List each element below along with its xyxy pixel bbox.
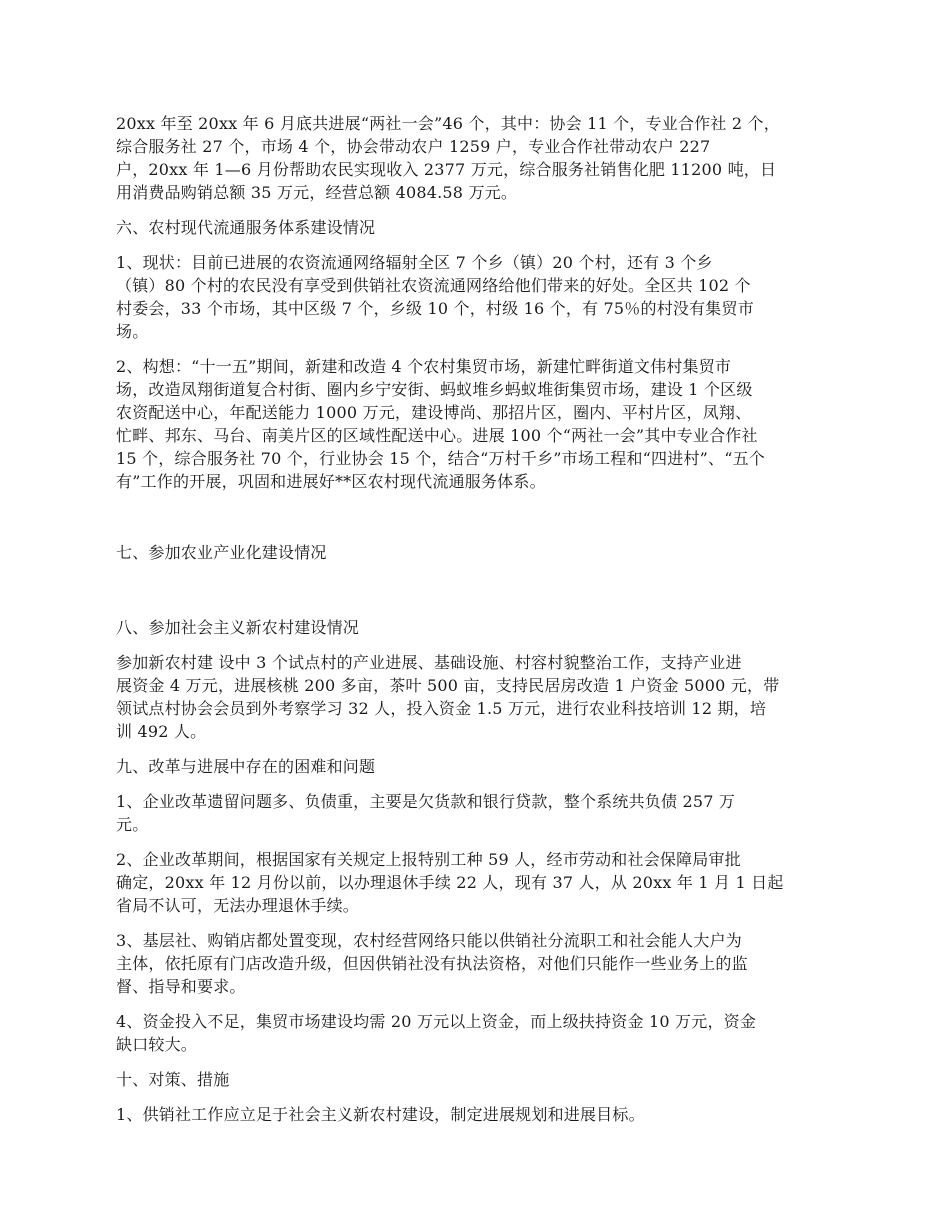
- spacer: [116, 576, 840, 616]
- paragraph-problem-3: 3、基层社、购销店都处置变现，农村经营网络只能以供销社分流职工和社会能人大户为 主体，依托原有门店改造升级，但因供销社没有执法资格，对他们只能作一些业务上的监 督、指导和要求。: [116, 931, 748, 996]
- paragraph-plan: 2、构想：“十一五”期间，新建和改造 4 个农村集贸市场，新建忙畔街道文伟村集贸市 场，改造凤翔街道复合村街、圈内乡宁安街、蚂蚁堆乡蚂蚁堆街集贸市场，建设 1 个区级 农资配送中心，年配送能力 1000 万元，建设博尚、那招片区，圈内、平村片区，凤翔、 忙畔、邦东、马台、南美片区的区域性配送中心。进展 100 个“两社一会”其中专业合作社 15 个，综合服务社 70 个，行业协会 15 个，结合“万村千乡”市场工程和“四进村”、“五个 有”工作的开展，巩固和进展好**区农村现代流通服务体系。: [116, 357, 766, 491]
- document-page: [116, 112, 840, 1138]
- paragraph-summary-stats: 20xx 年至 20xx 年 6 月底共进展“两社一会”46 个，其中：协会 11 个，专业合作社 2 个， 综合服务社 27 个，市场 4 个，协会带动农户 1259 户，专业合作社带动农户 227 户，20xx 年 1—6 月份帮助农民实现收入 2377 万元，综合服务社销售化肥 11200 吨，日 用消费品购销总额 35 万元，经营总额 4084.58 万元。: [116, 114, 780, 202]
- paragraph-current-status: 1、现状：目前已进展的农资流通网络辐射全区 7 个乡（镇）20 个村，还有 3 个乡 （镇）80 个村的农民没有享受到供销社农资流通网络给他们带来的好处。全区共 102 个 村委会，33 个市场，其中区级 7 个，乡级 10 个，村级 16 个，有 75％的村没有集贸市 场。: [116, 253, 754, 341]
- heading-section-10: 十、对策、措施: [116, 1070, 230, 1089]
- paragraph-problem-2: 2、企业改革期间，根据国家有关规定上报特别工种 59 人，经市劳动和社会保障局审批 确定，20xx 年 12 月份以前，以办理退休手续 22 人，现有 37 人，从 20xx 年 1 月 1 日起 省局不认可，无法办理退休手续。: [116, 850, 784, 915]
- paragraph-new-village: 参加新农村建 设中 3 个试点村的产业进展、基础设施、村容村貌整治工作，支持产业进 展资金 4 万元，进展核桃 200 多亩，茶叶 500 亩，支持民居房改造 1 户资金 5000 元，带 领试点村协会会员到外考察学习 32 人，投入资金 1.5 万元，进行农业科技培训 12 期，培 训 492 人。: [116, 653, 780, 741]
- paragraph-measure-1: 1、供销社工作应立足于社会主义新农村建设，制定进展规划和进展目标。: [116, 1105, 645, 1124]
- paragraph-problem-4: 4、资金投入不足，集贸市场建设均需 20 万元以上资金，而上级扶持资金 10 万元，资金 缺口较大。: [116, 1012, 757, 1054]
- heading-section-6: 六、农村现代流通服务体系建设情况: [116, 218, 376, 237]
- heading-section-9: 九、改革与进展中存在的困难和问题: [116, 757, 376, 776]
- spacer: [116, 505, 840, 541]
- heading-section-7: 七、参加农业产业化建设情况: [116, 543, 327, 562]
- paragraph-problem-1: 1、企业改革遗留问题多、负债重，主要是欠货款和银行贷款，整个系统共负债 257 万 元。: [116, 792, 736, 834]
- heading-section-8: 八、参加社会主义新农村建设情况: [116, 618, 360, 637]
